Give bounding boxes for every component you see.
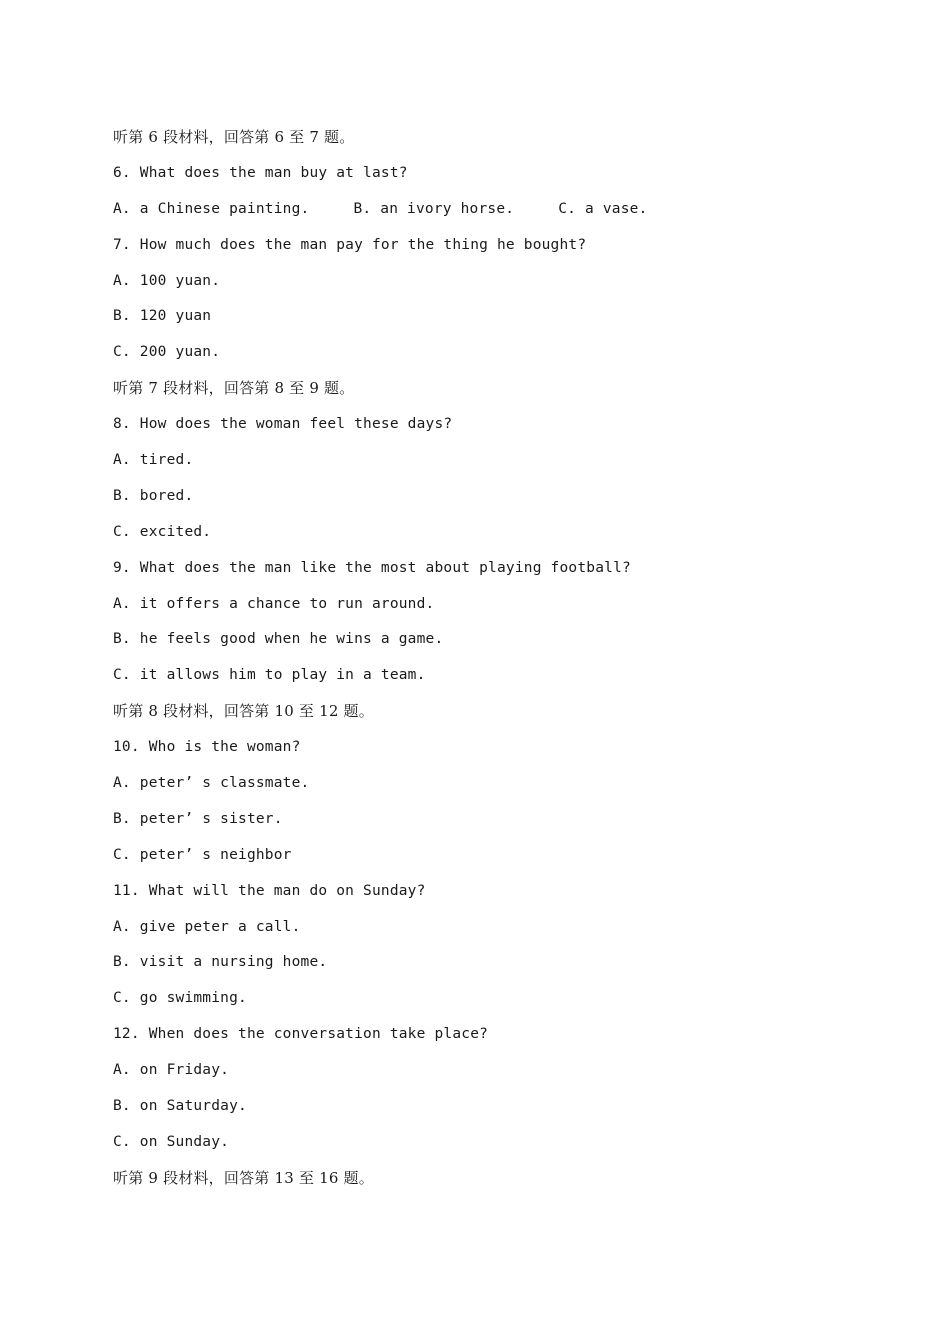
option-c: C. go swimming. bbox=[113, 990, 247, 1007]
option-a: A. tired. bbox=[113, 452, 194, 469]
option-a: A. peter’ s classmate. bbox=[113, 775, 310, 792]
option-c: C. a vase. bbox=[558, 200, 648, 217]
option-a: A. give peter a call. bbox=[113, 918, 301, 935]
document-page bbox=[113, 125, 873, 1202]
option-c: C. peter’ s neighbor bbox=[113, 846, 292, 863]
option-b: B. on Saturday. bbox=[113, 1098, 247, 1115]
question-stem: 10. Who is the woman? bbox=[113, 739, 301, 756]
question-stem: 12. When does the conversation take place? bbox=[113, 1026, 489, 1043]
inline-options-row bbox=[113, 197, 873, 233]
question-stem: 7. How much does the man pay for the thing he bought? bbox=[113, 236, 587, 253]
option-a: A. it offers a chance to run around. bbox=[113, 595, 435, 612]
option-b: B. peter’ s sister. bbox=[113, 810, 283, 827]
option-c: C. 200 yuan. bbox=[113, 344, 221, 361]
option-b: B. visit a nursing home. bbox=[113, 954, 328, 971]
section-heading: 听第 8 段材料，回答第 10 至 12 题。 bbox=[113, 702, 374, 721]
option-b: B. 120 yuan bbox=[113, 308, 212, 325]
option-b: B. an ivory horse. bbox=[353, 200, 515, 217]
section-heading: 听第 6 段材料，回答第 6 至 7 题。 bbox=[113, 128, 355, 146]
option-a: A. on Friday. bbox=[113, 1062, 230, 1079]
option-a: A. 100 yuan. bbox=[113, 272, 221, 289]
option-b: B. bored. bbox=[113, 487, 194, 504]
option-c: C. on Sunday. bbox=[113, 1133, 230, 1150]
question-stem: 6. What does the man buy at last? bbox=[113, 164, 408, 181]
section-heading: 听第 9 段材料，回答第 13 至 16 题。 bbox=[113, 1168, 374, 1187]
question-stem: 8. How does the woman feel these days? bbox=[113, 416, 453, 433]
section-heading: 听第 7 段材料，回答第 8 至 9 题。 bbox=[113, 379, 355, 398]
question-stem: 9. What does the man like the most about playing football? bbox=[113, 559, 631, 576]
option-a: A. a Chinese painting. bbox=[113, 200, 310, 217]
option-c: C. it allows him to play in a team. bbox=[113, 667, 426, 684]
option-b: B. he feels good when he wins a game. bbox=[113, 631, 444, 648]
option-c: C. excited. bbox=[113, 523, 212, 540]
question-stem: 11. What will the man do on Sunday? bbox=[113, 882, 426, 899]
